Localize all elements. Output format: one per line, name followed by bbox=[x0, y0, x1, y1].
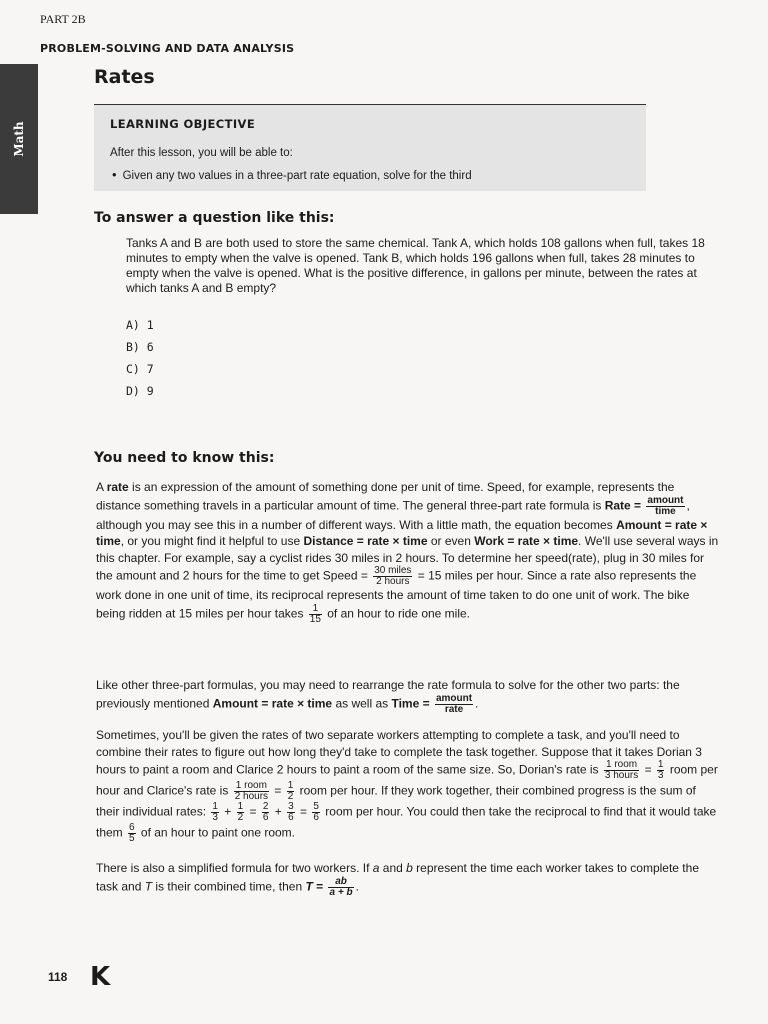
paragraph-rate-definition: A rate is an expression of the amount of something done per unit of time. Speed, for example, represents the distance something travels in a particular amount of time. The general three-part rate formula is Rate = $\frac{\text{amount}}{\text{time}}$ , although you may see this in a number of different ways. With a little math, the equation becomes Amount = rate × time, or you might find it helpful to use Distance = rate × time or even Work = rate × time. We'll use several ways in this chapter. For example, say a cyclist rides 30 miles in 2 hours. To determine her speed(rate), plug in 30 miles for the amount and 2 hours for the time to get Speed = $\frac{\text{30 miles}}{\text{2 hours}}$ = 15 miles per hour. Since a rate also represents the work done in one unit of time, its reciprocal represents the amount of time taken to do one unit of work. The bike being ridden at 15 miles per hour takes $\frac{1}{15}$ of an hour to ride one mile. bbox=[96, 480, 719, 625]
side-tab-label: Math bbox=[12, 121, 26, 157]
page-number: 118 bbox=[48, 970, 68, 984]
section-title: PROBLEM-SOLVING AND DATA ANALYSIS bbox=[40, 42, 295, 55]
answer-choice: C) 7 bbox=[126, 362, 154, 376]
fraction-1-over-15: $\frac{1}{15}$ bbox=[309, 602, 321, 625]
answer-choices bbox=[126, 314, 154, 402]
page-title: Rates bbox=[94, 66, 155, 88]
learning-objective-intro: After this lesson, you will be able to: bbox=[110, 147, 293, 159]
fraction-amount-over-time: $\frac{\text{amount}}{\text{time}}$ bbox=[647, 494, 684, 517]
paragraph-two-worker-formula: There is also a simplified formula for two workers. If a and b represent the time each worker takes to complete the task and T is their combined time, then T = $\frac{ab}{a + b}$ . bbox=[96, 861, 699, 898]
paragraph-combined-rates: Sometimes, you'll be given the rates of two separate workers attempting to complete a task, and you'll need to combine their rates to figure out how long they'd take to complete the task together. Suppose that it takes Dorian 3 hours to paint a room and Clarice 2 hours to paint a room of the same size. So, Dorian's rate is $\frac{\text{1 room}}{\text{3 hours}}$ = $\frac{1}{3}$ room per hour and Clarice's rate is $\frac{\text{1 room}}{\text{2 hours}}$ = $\frac{1}{2}$ room per hour. If they work together, their combined progress is the sum of their individual rates: $\frac{1}{3}$ + $\frac{1}{2}$ = $\frac{2}{6}$ + $\frac{3}{6}$ = $\frac{5}{6}$ room per hour. You could then take the reciprocal to find that it would take them $\frac{6}{5}$ of an hour to paint one room. bbox=[96, 728, 718, 844]
know-heading: You need to know this: bbox=[94, 450, 275, 466]
fraction-30-miles-over-2-hours: $\frac{\text{30 miles}}{\text{2 hours}}$ bbox=[374, 565, 412, 587]
learning-objective-box bbox=[94, 104, 646, 191]
term-rate: rate bbox=[106, 480, 129, 494]
fraction-amount-over-rate: $\frac{\text{amount}}{\text{rate}}$ bbox=[435, 692, 473, 715]
bullet-icon: • bbox=[112, 167, 117, 182]
answer-choice: A) 1 bbox=[126, 318, 154, 332]
learning-objective-bullet bbox=[112, 167, 472, 182]
fraction-ab-over-a-plus-b: $\frac{ab}{a + b}$ bbox=[329, 875, 353, 898]
answer-choice: B) 6 bbox=[126, 340, 154, 354]
paragraph-rearrange: Like other three-part formulas, you may need to rearrange the rate formula to solve for the other two parts: the previously mentioned Amount = rate × time as well as Time = $\frac{\text{amount}}{\text{rate}}$ . bbox=[96, 678, 680, 715]
learning-objective-bullet-text: Given any two values in a three-part rate equation, solve for the third bbox=[122, 170, 472, 182]
question-heading: To answer a question like this: bbox=[94, 210, 335, 226]
learning-objective-heading: LEARNING OBJECTIVE bbox=[110, 117, 256, 131]
side-tab bbox=[0, 64, 38, 214]
part-label: PART 2B bbox=[40, 12, 86, 26]
kaplan-logo: K bbox=[90, 962, 111, 992]
question-body: Tanks A and B are both used to store the same chemical. Tank A, which holds 108 gallons when full, takes 18 minutes to empty when the valve is opened. Tank B, which holds 196 gallons when full, takes 28 minutes to empty when the valve is opened. What is the positive difference, in gallons per minute, between the rates at which tanks A and B empty? bbox=[126, 236, 705, 295]
answer-choice: D) 9 bbox=[126, 384, 154, 398]
